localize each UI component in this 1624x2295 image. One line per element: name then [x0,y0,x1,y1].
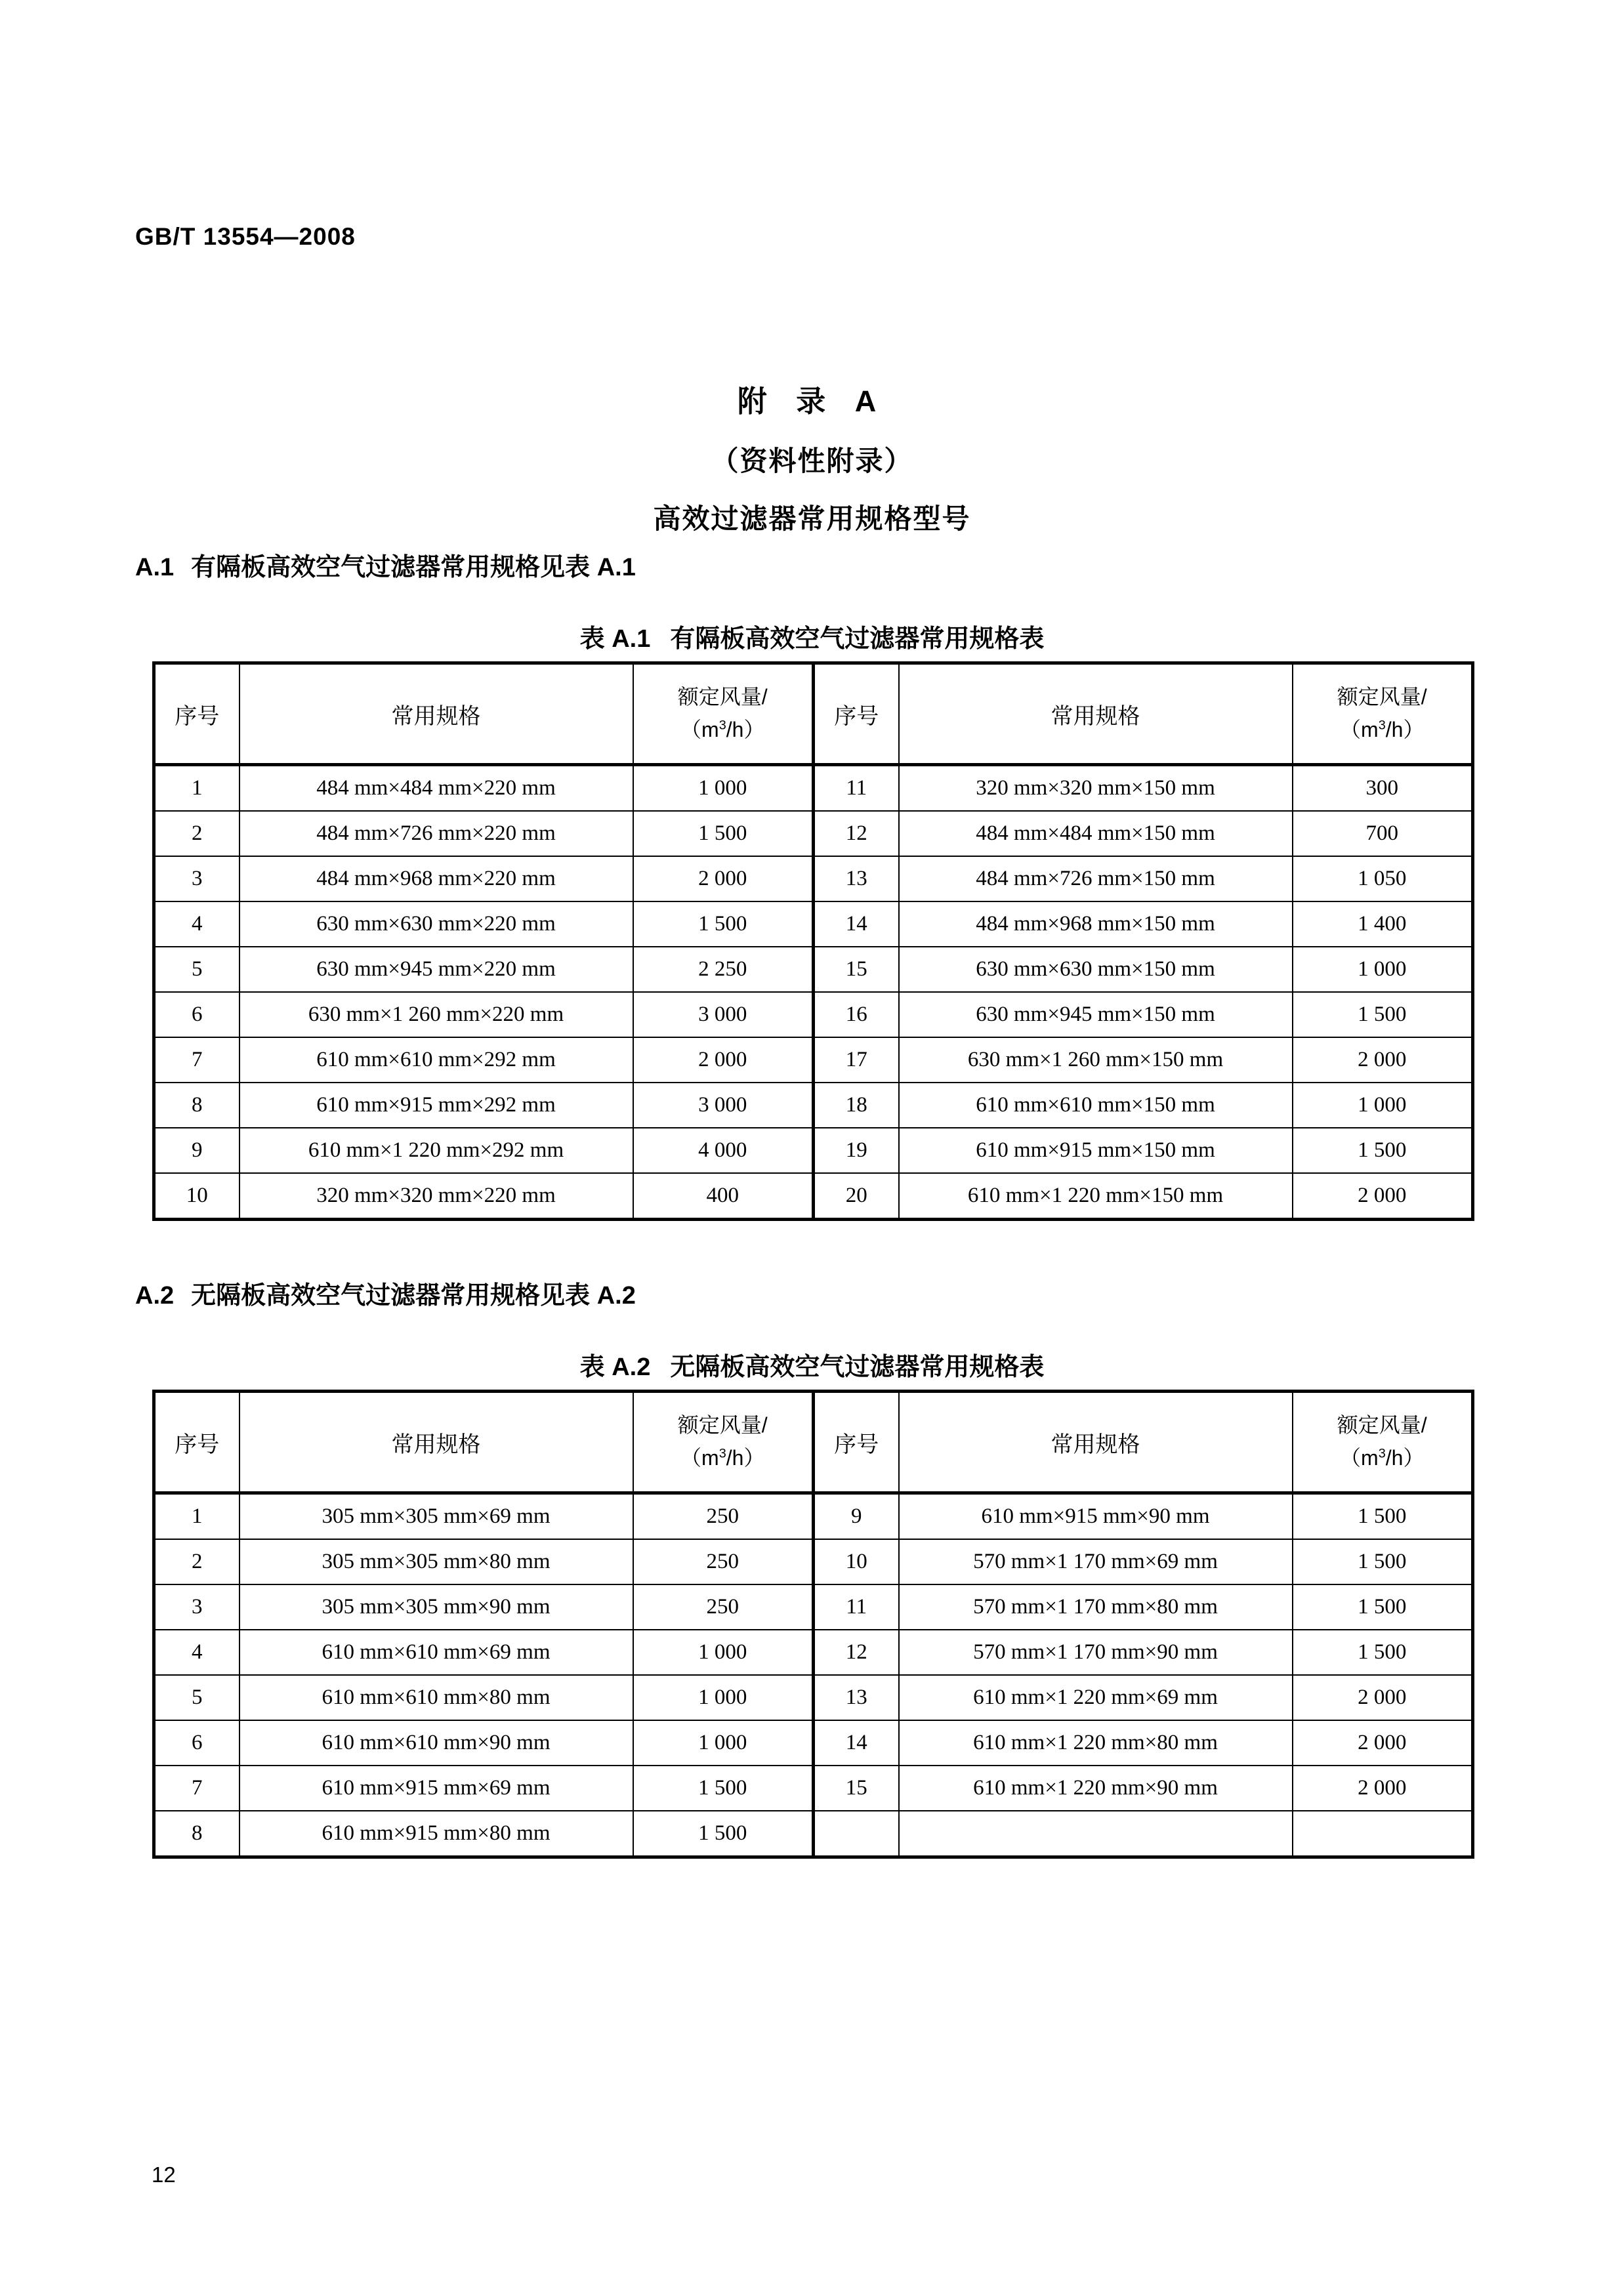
cell-seq-right: 13 [814,1675,899,1720]
cell-flow-right: 1 000 [1293,947,1473,992]
cell-flow-left: 3 000 [633,992,814,1037]
cell-flow-right: 2 000 [1293,1173,1473,1220]
cell-flow-right: 1 400 [1293,901,1473,947]
cell-flow-right: 1 000 [1293,1083,1473,1128]
table-row [154,1539,1473,1584]
cell-seq-left: 3 [154,856,239,901]
table-row [154,992,1473,1037]
cell-seq-right: 15 [814,1766,899,1811]
table-header-row [154,663,1473,765]
header-spec-right: 常用规格 [899,663,1293,765]
cell-flow-left: 1 000 [633,765,814,812]
header-flow-right-unit: $(m^3/h)$ [1340,718,1425,741]
header-flow-right-exponent: 3 [1378,718,1386,733]
cell-flow-right: 2 000 [1293,1037,1473,1083]
cell-seq-right: 11 [814,765,899,812]
standard-number-header: GB/T 13554—2008 [135,223,356,250]
header-seq-left: 序号 [154,663,239,765]
cell-spec-right: 484 mm×726 mm×150 mm [899,856,1293,901]
cell-seq-left: 8 [154,1083,239,1128]
header-seq-right: 序号 [814,1392,899,1493]
table-row [154,1675,1473,1720]
cell-spec-left: 610 mm×610 mm×90 mm [239,1720,633,1766]
cell-spec-right: 320 mm×320 mm×150 mm [899,765,1293,812]
cell-flow-right: 1 500 [1293,1584,1473,1630]
cell-spec-left: 320 mm×320 mm×220 mm [239,1173,633,1220]
cell-seq-left: 3 [154,1584,239,1630]
header-spec-left: 常用规格 [239,663,633,765]
cell-seq-left: 10 [154,1173,239,1220]
header-spec-right: 常用规格 [899,1392,1293,1493]
cell-flow-right: 2 000 [1293,1720,1473,1766]
cell-flow-left: 400 [633,1173,814,1220]
header-flow-left-unit: $(m^3/h)$ [680,718,765,741]
cell-spec-left: 630 mm×630 mm×220 mm [239,901,633,947]
header-flow-left-unit: $(m^3/h)$ [680,1446,765,1470]
table-caption-number-a1: 表 A.1 [579,625,651,653]
table-a1-header [154,663,1473,765]
cell-flow-right: 1 500 [1293,1630,1473,1675]
clause-text-a1: 有隔板高效空气过滤器常用规格见表 A.1 [191,554,636,581]
page-number: 12 [152,2162,176,2187]
cell-spec-left: 610 mm×610 mm×292 mm [239,1037,633,1083]
clause-text-a2: 无隔板高效空气过滤器常用规格见表 A.2 [191,1282,636,1310]
cell-seq-left: 5 [154,1675,239,1720]
header-flow-right-top: 额定风量/ [1337,1413,1427,1437]
annex-label: 附 录 A [737,384,887,418]
cell-seq-right: 18 [814,1083,899,1128]
header-spec-left: 常用规格 [239,1392,633,1493]
cell-spec-right: 570 mm×1 170 mm×69 mm [899,1539,1293,1584]
annex-title: 高效过滤器常用规格型号 [653,503,971,534]
table-row [154,811,1473,856]
table-a2-body [154,1493,1473,1857]
cell-flow-left: 1 500 [633,1811,814,1857]
cell-spec-left: 610 mm×610 mm×80 mm [239,1675,633,1720]
annex-type: （资料性附录） [711,445,913,476]
cell-spec-right: 610 mm×915 mm×150 mm [899,1128,1293,1173]
cell-spec-left: 610 mm×915 mm×69 mm [239,1766,633,1811]
header-flow-right [1293,663,1473,765]
header-seq-left: 序号 [154,1392,239,1493]
cell-seq-left: 7 [154,1766,239,1811]
cell-seq-right: 13 [814,856,899,901]
cell-flow-left: 1 500 [633,811,814,856]
table-caption-text-a2: 无隔板高效空气过滤器常用规格表 [670,1354,1045,1381]
cell-seq-left: 1 [154,765,239,812]
header-flow-right [1293,1392,1473,1493]
cell-spec-right: 484 mm×968 mm×150 mm [899,901,1293,947]
cell-spec-left: 305 mm×305 mm×69 mm [239,1493,633,1540]
cell-seq-left: 4 [154,901,239,947]
cell-flow-right: 300 [1293,765,1473,812]
cell-seq-right: 11 [814,1584,899,1630]
cell-flow-right: 1 050 [1293,856,1473,901]
cell-seq-left: 4 [154,1630,239,1675]
cell-spec-left: 630 mm×1 260 mm×220 mm [239,992,633,1037]
table-row [154,1630,1473,1675]
cell-flow-left: 1 500 [633,1766,814,1811]
clause-number-a2: A.2 [135,1282,175,1310]
cell-spec-left: 610 mm×1 220 mm×292 mm [239,1128,633,1173]
cell-seq-right: 9 [814,1493,899,1540]
cell-spec-left: 305 mm×305 mm×80 mm [239,1539,633,1584]
cell-spec-left: 484 mm×726 mm×220 mm [239,811,633,856]
cell-flow-right: 1 500 [1293,1539,1473,1584]
cell-spec-right: 630 mm×945 mm×150 mm [899,992,1293,1037]
table-caption-number-a2: 表 A.2 [579,1354,651,1381]
table-row [154,1037,1473,1083]
cell-seq-left: 6 [154,992,239,1037]
cell-flow-left: 1 000 [633,1720,814,1766]
header-flow-left-top: 额定风量/ [677,1413,768,1437]
cell-flow-left: 3 000 [633,1083,814,1128]
header-flow-left-exponent: 3 [718,1446,726,1461]
cell-flow-right: 1 500 [1293,1493,1473,1540]
cell-spec-left: 610 mm×915 mm×292 mm [239,1083,633,1128]
table-row [154,1584,1473,1630]
cell-spec-right: 630 mm×630 mm×150 mm [899,947,1293,992]
cell-spec-left: 610 mm×610 mm×69 mm [239,1630,633,1675]
table-row [154,765,1473,812]
table-row [154,1811,1473,1857]
cell-spec-left: 630 mm×945 mm×220 mm [239,947,633,992]
cell-seq-right [814,1811,899,1857]
cell-flow-right: 1 500 [1293,992,1473,1037]
table-row [154,1173,1473,1220]
cell-seq-right: 16 [814,992,899,1037]
cell-flow-left: 1 000 [633,1675,814,1720]
cell-spec-right: 570 mm×1 170 mm×80 mm [899,1584,1293,1630]
header-seq-right: 序号 [814,663,899,765]
cell-flow-left: 1 500 [633,901,814,947]
table-caption-a2 [0,1346,1624,1382]
cell-flow-left: 2 250 [633,947,814,992]
cell-spec-right: 630 mm×1 260 mm×150 mm [899,1037,1293,1083]
cell-spec-left: 484 mm×968 mm×220 mm [239,856,633,901]
cell-seq-left: 6 [154,1720,239,1766]
cell-flow-right [1293,1811,1473,1857]
cell-seq-right: 12 [814,811,899,856]
cell-spec-right: 610 mm×610 mm×150 mm [899,1083,1293,1128]
cell-seq-left: 2 [154,1539,239,1584]
table-a1-body [154,765,1473,1220]
cell-spec-right [899,1811,1293,1857]
cell-flow-right: 700 [1293,811,1473,856]
cell-seq-right: 20 [814,1173,899,1220]
header-flow-right-exponent: 3 [1378,1446,1386,1461]
cell-spec-left: 305 mm×305 mm×90 mm [239,1584,633,1630]
clause-heading-a2 [135,1275,636,1311]
cell-spec-right: 484 mm×484 mm×150 mm [899,811,1293,856]
table-row [154,901,1473,947]
cell-spec-right: 610 mm×1 220 mm×150 mm [899,1173,1293,1220]
table-a2-header [154,1392,1473,1493]
cell-flow-left: 2 000 [633,1037,814,1083]
table-row [154,1128,1473,1173]
table-row [154,856,1473,901]
cell-spec-right: 610 mm×1 220 mm×90 mm [899,1766,1293,1811]
table-row [154,1766,1473,1811]
clause-heading-a1 [135,547,636,583]
cell-seq-left: 5 [154,947,239,992]
header-flow-left-top: 额定风量/ [677,685,768,709]
cell-seq-right: 10 [814,1539,899,1584]
spec-table-a1 [152,661,1474,1221]
cell-spec-right: 570 mm×1 170 mm×90 mm [899,1630,1293,1675]
cell-flow-left: 250 [633,1539,814,1584]
cell-spec-right: 610 mm×1 220 mm×69 mm [899,1675,1293,1720]
cell-flow-left: 2 000 [633,856,814,901]
cell-flow-left: 4 000 [633,1128,814,1173]
cell-seq-left: 7 [154,1037,239,1083]
table-caption-text-a1: 有隔板高效空气过滤器常用规格表 [670,625,1045,653]
cell-spec-right: 610 mm×915 mm×90 mm [899,1493,1293,1540]
cell-seq-right: 12 [814,1630,899,1675]
table-row [154,1493,1473,1540]
spec-table-a2 [152,1390,1474,1859]
cell-seq-left: 8 [154,1811,239,1857]
cell-flow-left: 250 [633,1584,814,1630]
table-caption-a1 [0,618,1624,654]
cell-flow-right: 1 500 [1293,1128,1473,1173]
cell-flow-left: 250 [633,1493,814,1540]
clause-number-a1: A.1 [135,554,175,581]
cell-flow-left: 1 000 [633,1630,814,1675]
header-flow-left [633,1392,814,1493]
cell-spec-right: 610 mm×1 220 mm×80 mm [899,1720,1293,1766]
header-flow-right-top: 额定风量/ [1337,685,1427,709]
cell-seq-right: 19 [814,1128,899,1173]
table-row [154,947,1473,992]
cell-seq-right: 14 [814,901,899,947]
cell-seq-left: 9 [154,1128,239,1173]
cell-seq-right: 15 [814,947,899,992]
cell-flow-right: 2 000 [1293,1766,1473,1811]
table-row [154,1083,1473,1128]
cell-seq-right: 14 [814,1720,899,1766]
annex-title-block [0,377,1624,537]
cell-seq-left: 2 [154,811,239,856]
header-flow-right-unit: $(m^3/h)$ [1340,1446,1425,1470]
table-header-row [154,1392,1473,1493]
cell-flow-right: 2 000 [1293,1675,1473,1720]
table-row [154,1720,1473,1766]
cell-spec-left: 610 mm×915 mm×80 mm [239,1811,633,1857]
header-flow-left [633,663,814,765]
header-flow-left-exponent: 3 [718,718,726,733]
cell-spec-left: 484 mm×484 mm×220 mm [239,765,633,812]
cell-seq-left: 1 [154,1493,239,1540]
cell-seq-right: 17 [814,1037,899,1083]
